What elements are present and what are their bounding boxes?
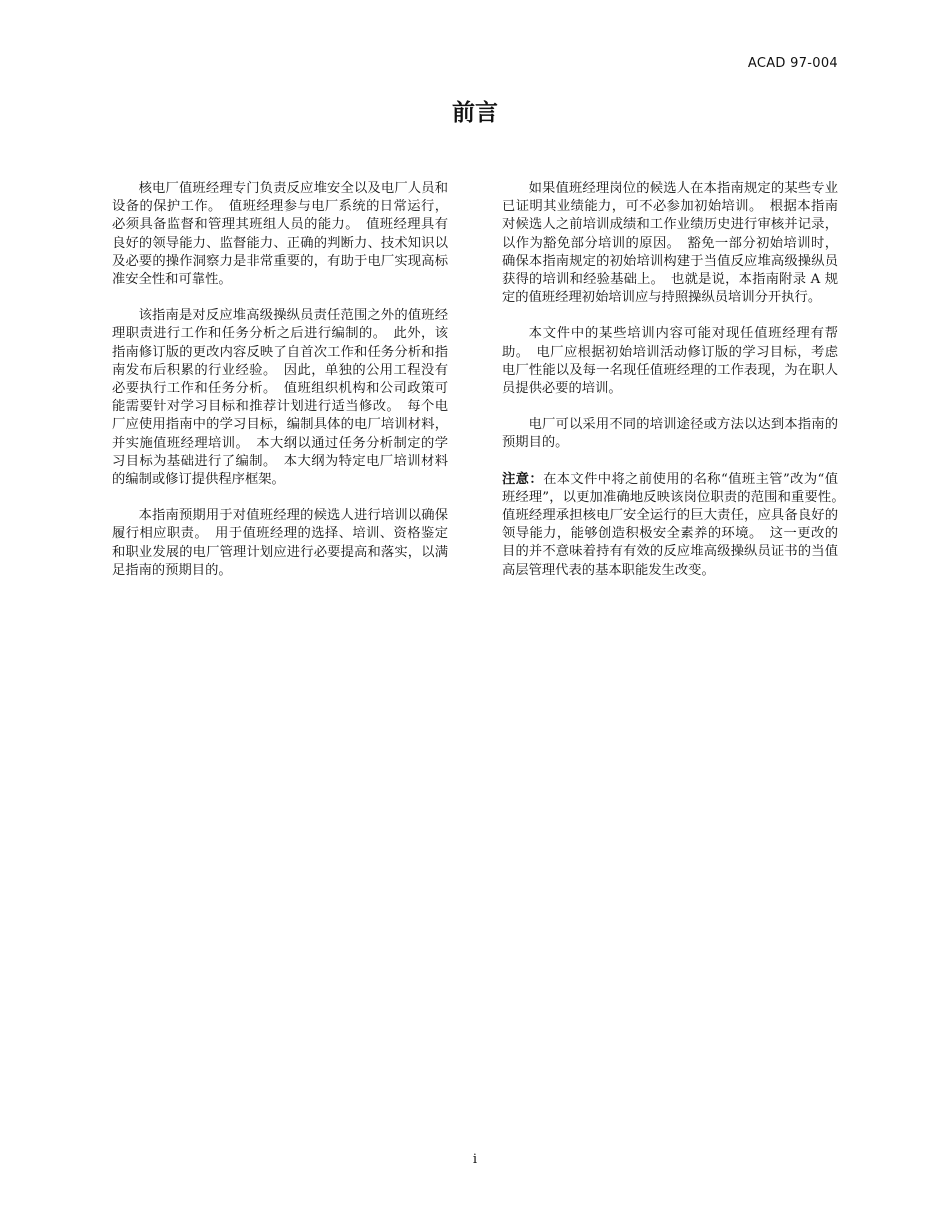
note-text: 在本文件中将之前使用的名称“值班主管”改为“值班经理”，以更加准确地反映该岗位职责的范围和重要性。 值班经理承担核电厂安全运行的巨大责任，应具备良好的领导能力，能够创造积极安全素养的环境。 这一更改的目的并不意味着持有有效的反应堆高级操纵员证书的当值高层管理代表的基本职能发生改变。: [502, 471, 852, 578]
document-id: ACAD 97-004: [747, 56, 838, 71]
paragraph: 本文件中的某些培训内容可能对现任值班经理有帮助。 电厂应根据初始培训活动修订版的学习目标，考虑电厂性能以及每一名现任值班经理的工作表现，为在职人员提供必要的培训。: [502, 326, 838, 397]
left-column: [112, 180, 448, 598]
page-title: 前言: [452, 100, 498, 126]
note-label: 注意：: [502, 471, 544, 487]
paragraph: 核电厂值班经理专门负责反应堆安全以及电厂人员和设备的保护工作。 值班经理参与电厂系统的日常运行，必须具备监督和管理其班组人员的能力。 值班经理具有良好的领导能力、监督能力、正确的判断力、技术知识以及必要的操作洞察力是非常重要的，有助于电厂实现高标准安全性和可靠性。: [112, 181, 448, 288]
paragraph: 该指南是对反应堆高级操纵员责任范围之外的值班经理职责进行工作和任务分析之后进行编制的。 此外，该指南修订版的更改内容反映了自首次工作和任务分析和指南发布后积累的行业经验。 因此，单独的公用工程没有必要执行工作和任务分析。 值班组织机构和公司政策可能需要针对学习目标和推荐计划进行适当修改。 每个电厂应使用指南中的学习目标，编制具体的电厂培训材料，并实施值班经理培训。 本大纲以通过任务分析制定的学习目标为基础进行了编制。 本大纲为特定电厂培训材料的编制或修订提供程序框架。: [112, 308, 448, 488]
right-column: [502, 180, 852, 598]
page-number: i: [472, 1152, 478, 1167]
paragraph: 电厂可以采用不同的培训途径或方法以达到本指南的预期目的。: [502, 417, 838, 451]
paragraph: 本指南预期用于对值班经理的候选人进行培训以确保履行相应职责。 用于值班经理的选择、培训、资格鉴定和职业发展的电厂管理计划应进行必要提高和落实，以满足指南的预期目的。: [112, 508, 448, 578]
note-paragraph: [502, 471, 852, 580]
paragraph: 如果值班经理岗位的候选人在本指南规定的某些专业已证明其业绩能力，可不必参加初始培训。 根据本指南对候选人之前培训成绩和工作业绩历史进行审核并记录，以作为豁免部分培训的原因。 豁免一部分初始培训时，确保本指南规定的初始培训构建于当值反应堆高级操纵员获得的培训和经验基础上。 也就是说，本指南附录 A 规定的值班经理初始培训应与持照操纵员培训分开执行。: [502, 181, 838, 306]
